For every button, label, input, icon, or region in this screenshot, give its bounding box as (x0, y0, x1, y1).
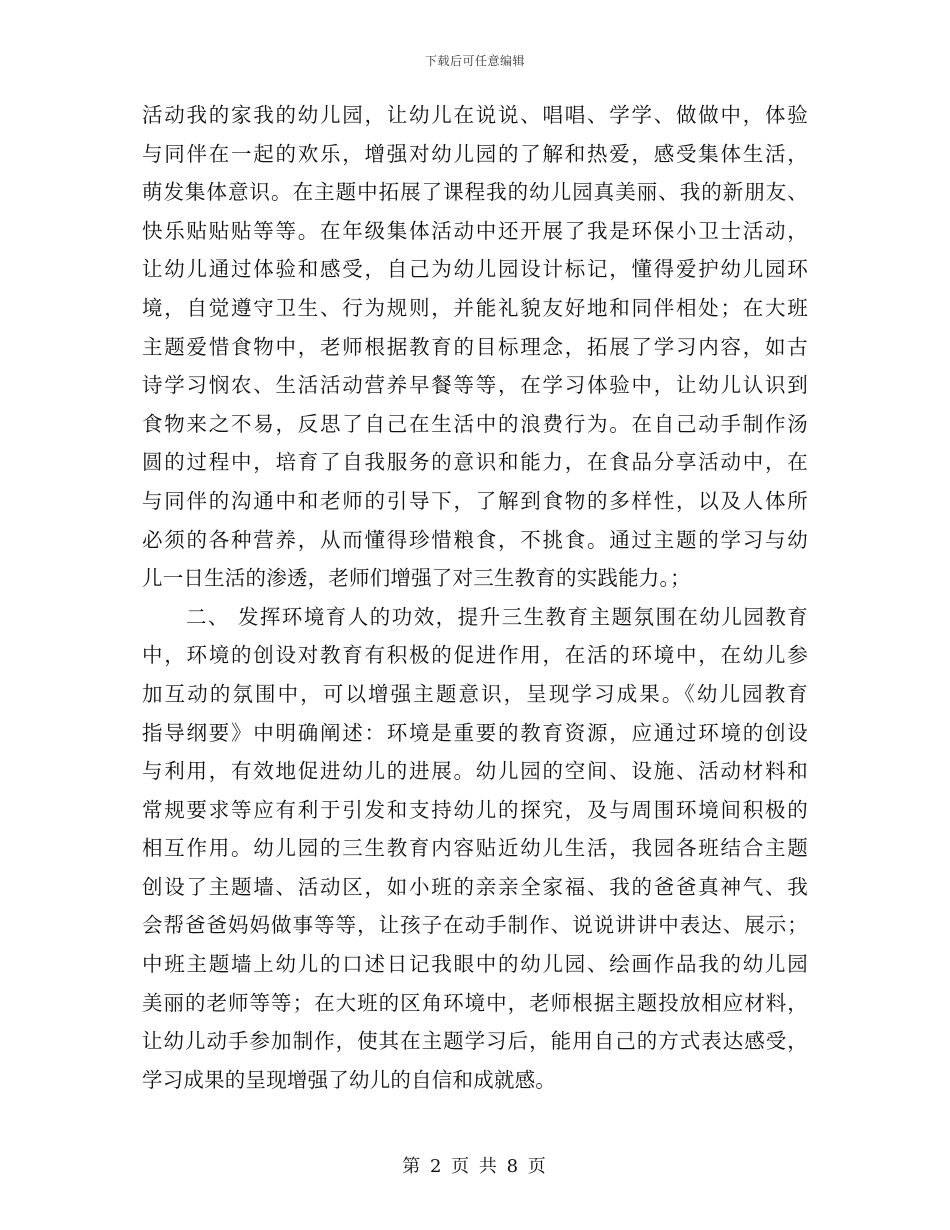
text-line: 会帮爸爸妈妈做事等等，让孩子在动手制作、说说讲讲中表达、展示； (142, 913, 808, 938)
text-line: 萌发集体意识。在主题中拓展了课程我的幼儿园真美丽、我的新朋友、 (142, 180, 808, 205)
text-line: 常规要求等应有利于引发和支持幼儿的探究，及与周围环境间积极的 (142, 797, 808, 822)
text-line: 指导纲要》中明确阐述：环境是重要的教育资源，应通过环境的创设 (142, 720, 808, 745)
text-line: 活动我的家我的幼儿园，让幼儿在说说、唱唱、学学、做做中，体验 (142, 103, 808, 127)
text-line: 加互动的氛围中，可以增强主题意识，呈现学习成果。《幼儿园教育 (142, 681, 808, 706)
text-line: 诗学习悯农、生活活动营养早餐等等，在学习体验中，让幼儿认识到 (142, 373, 808, 398)
text-line: 学习成果的呈现增强了幼儿的自信和成就感。 (142, 1067, 556, 1092)
text-line: 中班主题墙上幼儿的口述日记我眼中的幼儿园、绘画作品我的幼儿园 (142, 952, 808, 977)
text-line: 相互作用。幼儿园的三生教育内容贴近幼儿生活，我园各班结合主题 (142, 836, 808, 861)
page-header-note: 下载后可任意编辑 (424, 54, 525, 68)
text-line: 创设了主题墙、活动区，如小班的亲亲全家福、我的爸爸真神气、我 (142, 874, 808, 899)
text-line: 境，自觉遵守卫生、行为规则，并能礼貌友好地和同伴相处；在大班 (142, 295, 808, 320)
page-number-footer: 第 2 页 共 8 页 (402, 1156, 548, 1177)
text-line: 圆的过程中，培育了自我服务的意识和能力，在食品分享活动中，在 (142, 450, 808, 475)
text-line: 与同伴在一起的欢乐，增强对幼儿园的了解和热爱，感受集体生活， (142, 141, 808, 166)
text-line: 食物来之不易，反思了自己在生活中的浪费行为。在自己动手制作汤 (142, 411, 808, 436)
text-line: 与利用，有效地促进幼儿的进展。幼儿园的空间、设施、活动材料和 (142, 759, 808, 784)
document-body (142, 96, 808, 1099)
text-line: 让幼儿通过体验和感受，自己为幼儿园设计标记，懂得爱护幼儿园环 (142, 257, 808, 282)
text-line: 儿一日生活的渗透，老师们增强了对三生教育的实践能力。； (142, 566, 691, 591)
text-line: 与同伴的沟通中和老师的引导下，了解到食物的多样性，以及人体所 (142, 488, 808, 513)
text-line: 让幼儿动手参加制作，使其在主题学习后，能用自己的方式表达感受， (142, 1029, 808, 1054)
text-line: 必须的各种营养，从而懂得珍惜粮食，不挑食。通过主题的学习与幼 (142, 527, 808, 552)
text-line: 二、 发挥环境育人的功效，提升三生教育主题氛围在幼儿园教育 (142, 604, 808, 629)
text-line: 中，环境的创设对教育有积极的促进作用，在活的环境中，在幼儿参 (142, 643, 808, 668)
text-line: 美丽的老师等等；在大班的区角环境中，老师根据主题投放相应材料， (142, 990, 808, 1015)
text-line: 快乐贴贴贴等等。在年级集体活动中还开展了我是环保小卫士活动， (142, 218, 808, 243)
text-line: 主题爱惜食物中，老师根据教育的目标理念，拓展了学习内容，如古 (142, 334, 808, 359)
